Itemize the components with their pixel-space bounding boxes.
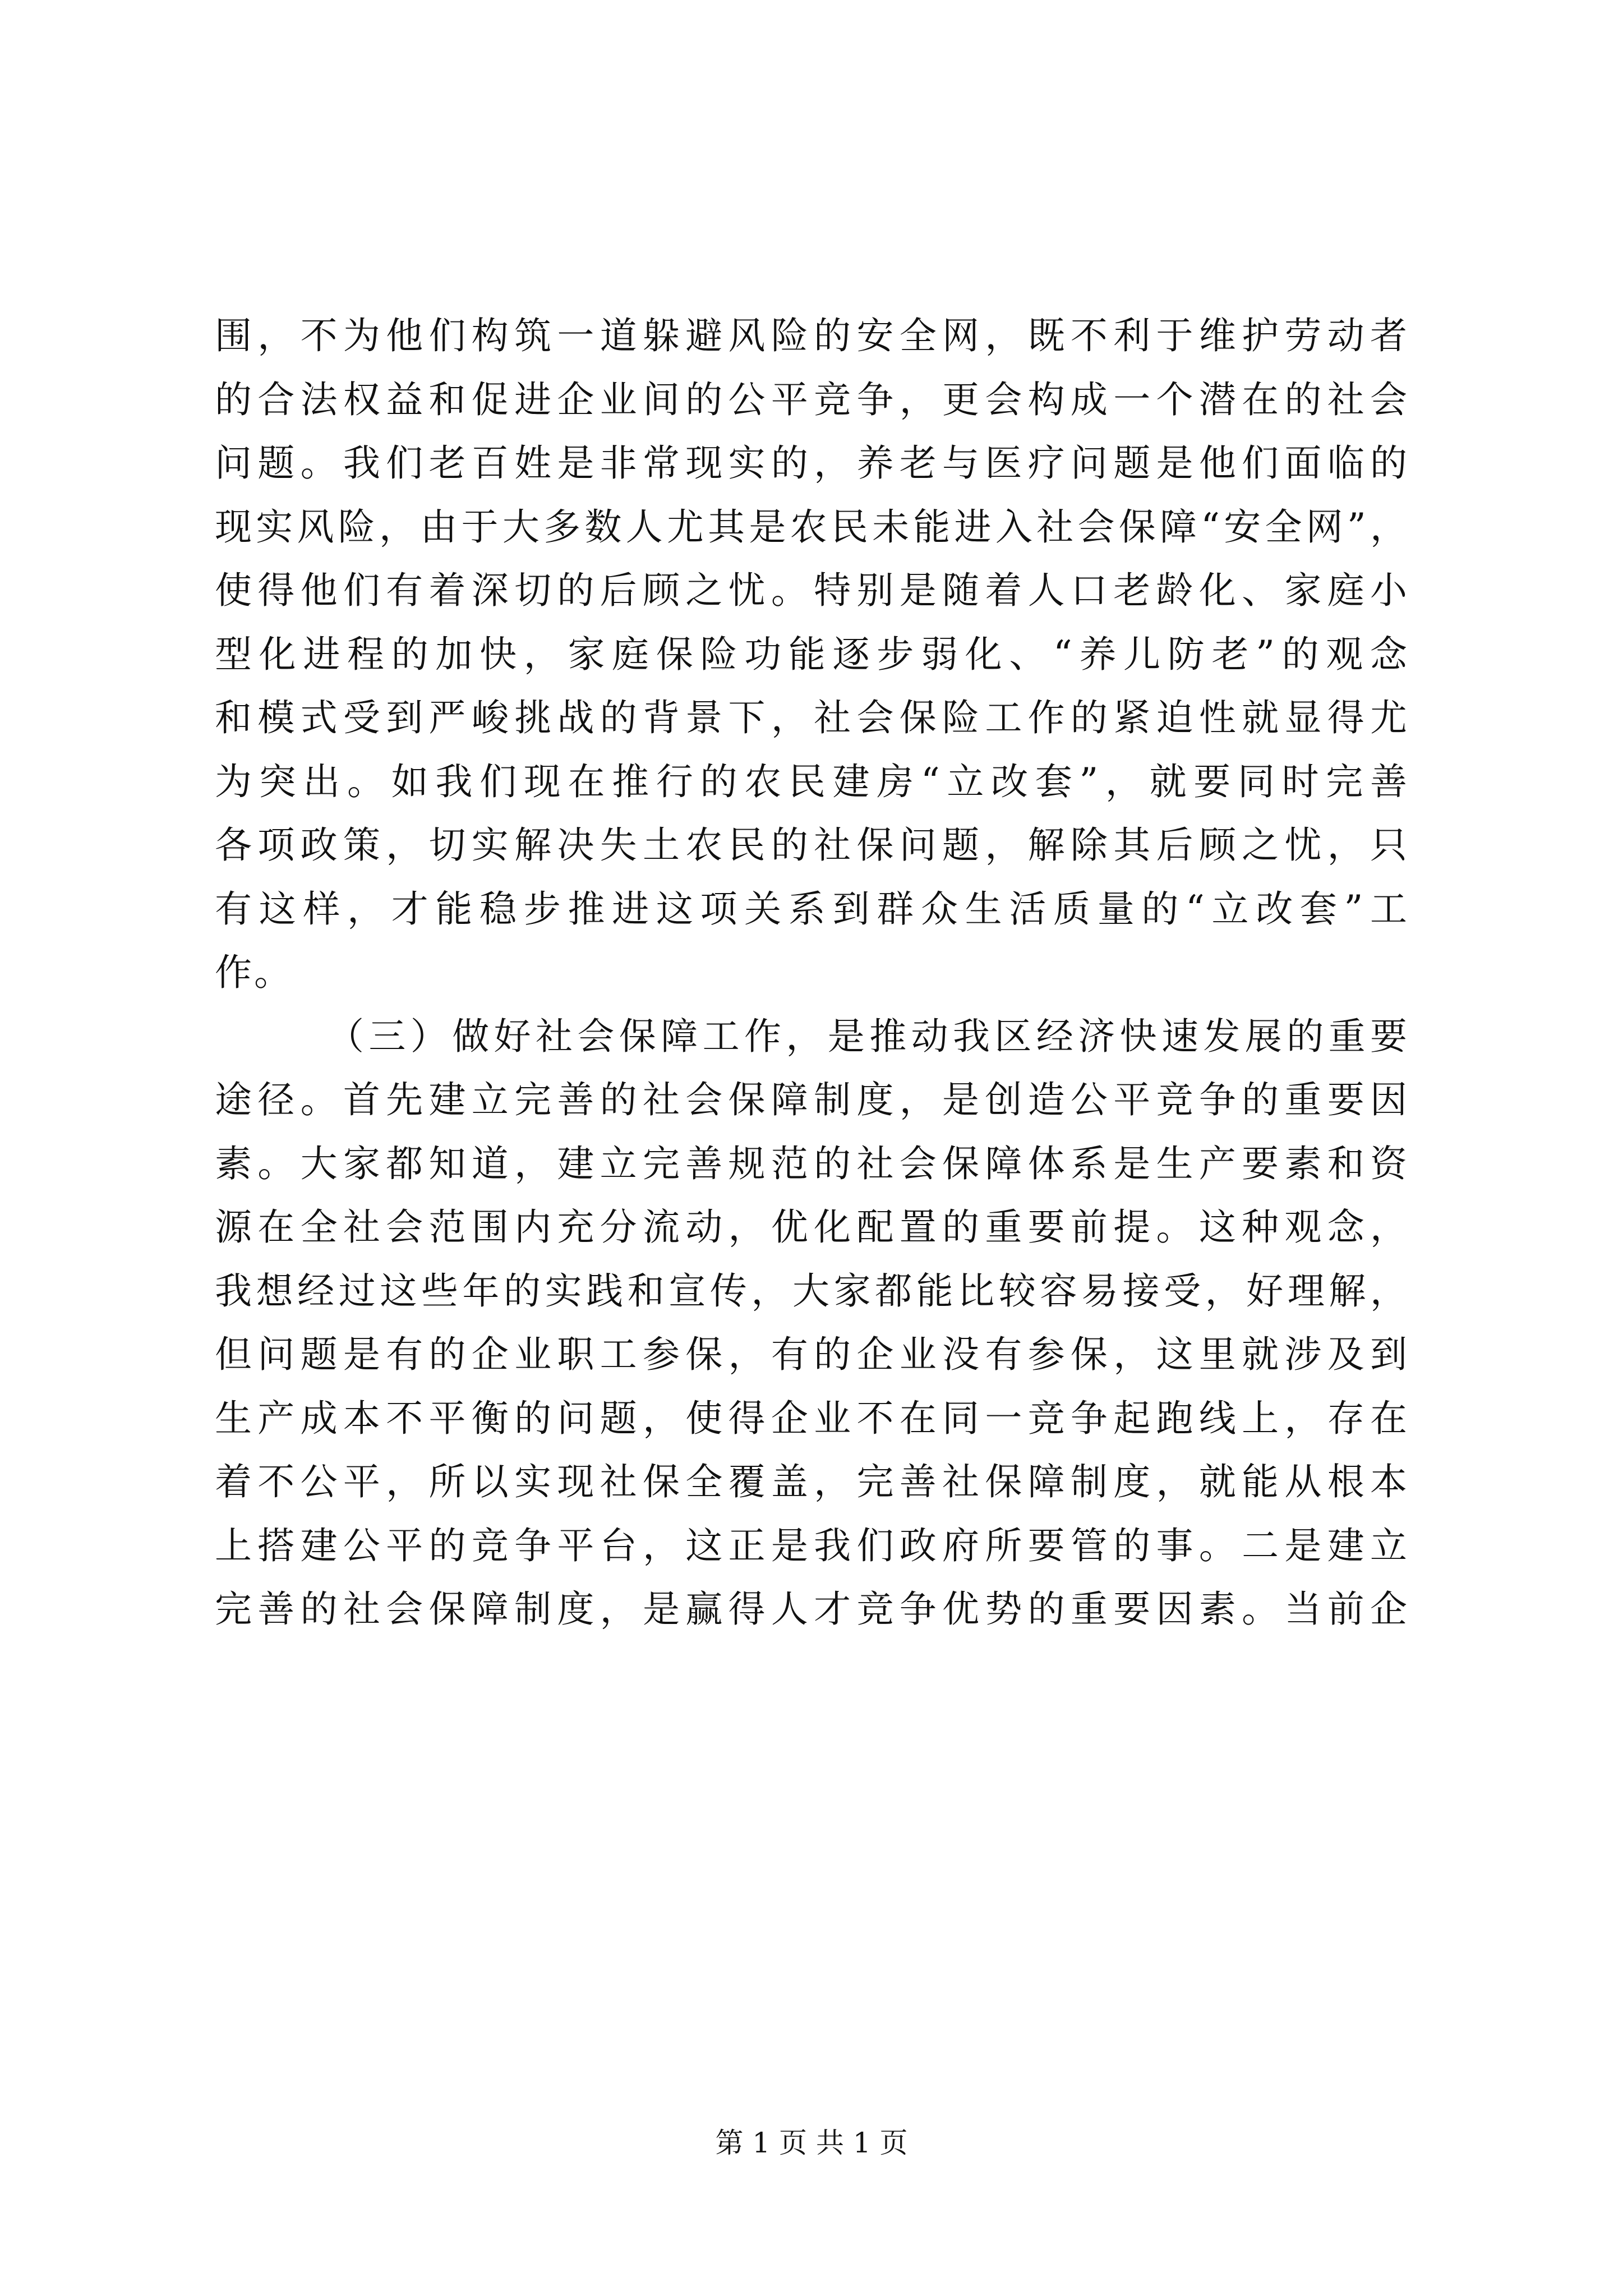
text-line: 我想经过这些年的实践和宣传，大家都能比较容易接受，好理解， xyxy=(215,1269,1409,1313)
paragraph-first-line: （三）做好社会保障工作，是推动我区经济快速发展的重要 xyxy=(327,1014,1409,1058)
text-line: 素。大家都知道，建立完善规范的社会保障体系是生产要素和资 xyxy=(215,1142,1409,1185)
text-line: 现实风险，由于大多数人尤其是农民未能进入社会保障“安全网”， xyxy=(215,505,1409,549)
text-line: 源在全社会范围内充分流动，优化配置的重要前提。这种观念， xyxy=(215,1205,1409,1249)
text-line: 的合法权益和促进企业间的公平竞争，更会构成一个潜在的社会 xyxy=(215,378,1409,421)
text-line: 使得他们有着深切的后顾之忧。特别是随着人口老龄化、家庭小 xyxy=(215,569,1409,612)
text-line: 和模式受到严峻挑战的背景下，社会保险工作的紧迫性就显得尤 xyxy=(215,696,1409,739)
text-line: 作。 xyxy=(215,951,293,994)
body-text xyxy=(215,304,1409,1641)
text-line: 型化进程的加快，家庭保险功能逐步弱化、“养儿防老”的观念 xyxy=(215,632,1409,676)
text-line: 为突出。如我们现在推行的农民建房“立改套”，就要同时完善 xyxy=(215,760,1409,803)
text-line: 围，不为他们构筑一道躲避风险的安全网，既不利于维护劳动者 xyxy=(215,314,1409,357)
text-line: 完善的社会保障制度，是赢得人才竞争优势的重要因素。当前企 xyxy=(215,1588,1409,1631)
text-line: 各项政策，切实解决失土农民的社保问题，解除其后顾之忧，只 xyxy=(215,823,1409,867)
page-number-footer: 第 1 页 共 1 页 xyxy=(715,2127,908,2159)
text-line: 途径。首先建立完善的社会保障制度，是创造公平竞争的重要因 xyxy=(215,1078,1409,1121)
text-line: 着不公平，所以实现社保全覆盖，完善社保障制度，就能从根本 xyxy=(215,1460,1409,1503)
text-line: 上搭建公平的竞争平台，这正是我们政府所要管的事。二是建立 xyxy=(215,1524,1409,1567)
text-line: 但问题是有的企业职工参保，有的企业没有参保，这里就涉及到 xyxy=(215,1333,1409,1376)
text-line: 生产成本不平衡的问题，使得企业不在同一竞争起跑线上，存在 xyxy=(215,1396,1409,1440)
text-line: 问题。我们老百姓是非常现实的，养老与医疗问题是他们面临的 xyxy=(215,441,1409,485)
text-line: 有这样，才能稳步推进这项关系到群众生活质量的“立改套”工 xyxy=(215,887,1409,931)
